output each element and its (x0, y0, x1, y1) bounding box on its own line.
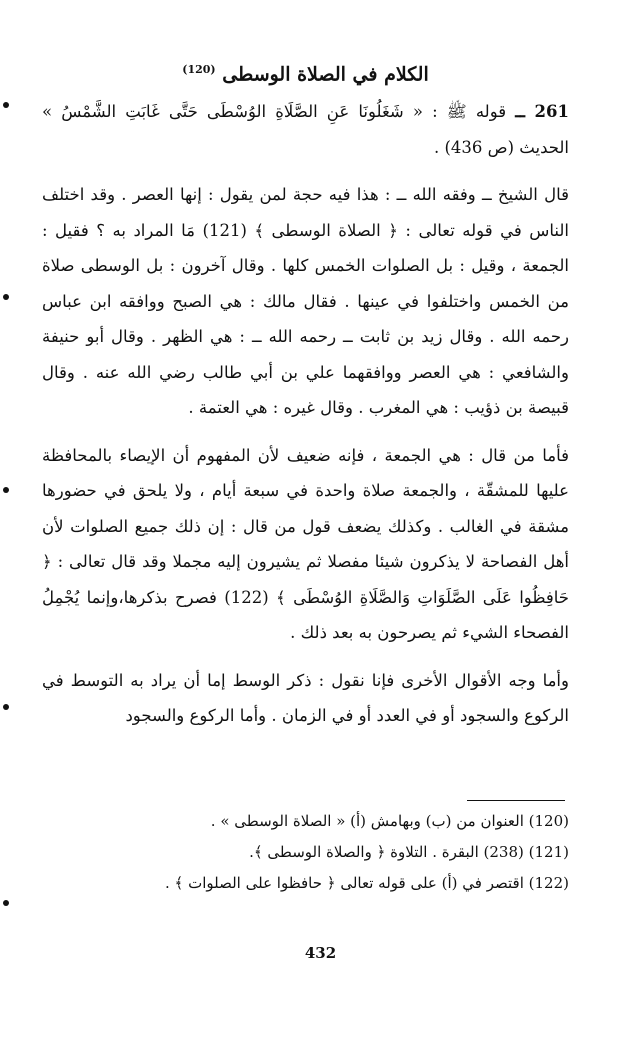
hadith-paragraph (42, 94, 569, 165)
margin-mark (3, 102, 9, 108)
margin-mark (3, 487, 9, 493)
footnote-divider (467, 800, 565, 801)
footnote-122: (122) اقتصر في (أ) على قوله تعالى ﴿ حافظوا على الصلوات ﴾ . (164, 874, 569, 892)
title-footnote-ref: (120) (182, 63, 216, 76)
commentary-paragraph-1: قال الشيخ ــ وفقه الله ــ : هذا فيه حجة لمن يقول : إنها العصر . وقد اختلف الناس في قوله تعالى : ﴿ الصلاة الوسطى ﴾ (121) مَا المراد به ؟ فقيل : الجمعة ، وقيل : بل الصلوات الخمس كلها . وقال آخرون : بل الوسطى صلاة من الخمس واختلفوا في عينها . فقال مالك : هي الصبح ووافقه ابن عباس رحمه الله . وقال زيد بن ثابت ــ رحمه الله ــ : هي الظهر . وقال أبو حنيفة والشافعي : هي العصر ووافقهما علي بن أبي طالب رضي الله عنه . وقال قبيصة بن ذؤيب : هي المغرب . وقال غيره : هي العتمة . (42, 185, 569, 418)
margin-mark (3, 294, 9, 300)
title-text: الكلام في الصلاة الوسطى (222, 63, 429, 86)
hadith-text: قوله ﷺ : « شَغَلُونَا عَنِ الصَّلَاةِ الوُسْطَى حَتَّى غَابَتِ الشَّمْسُ » الحديث (ص 436) . (42, 102, 569, 157)
footnote-121: (121) (238) البقرة . التلاوة ﴿ والصلاة الوسطى ﴾. (249, 843, 569, 861)
page-body (42, 50, 569, 746)
footnotes (42, 806, 569, 899)
margin-mark (3, 704, 9, 710)
commentary-paragraph-3: وأما وجه الأقوال الأخرى فإنا نقول : ذكر الوسط إما أن يراد به التوسط في الركوع والسجود أو في العدد أو في الزمان . وأما الركوع والسجود (42, 670, 569, 726)
margin-mark (3, 900, 9, 906)
commentary-paragraph-2: فأما من قال : هي الجمعة ، فإنه ضعيف لأن المفهوم أن الإيصاء بالمحافظة عليها للمشقّة ، والجمعة صلاة واحدة في سبعة أيام ، ولا يلحق في حضورها مشقة في الغالب . وكذلك يضعف قول من قال : إن ذلك جميع الصلوات لأن أهل الفصاحة لا يذكرون شيئا مفصلا ثم يشيرون إليه مجملا وقد قال تعالى : ﴿ حَافِظُوا عَلَى الصَّلَوَاتِ وَالصَّلَاةِ الوُسْطَى ﴾ (122) فصرح بذكرها،وإنما يُجْمِلُ الفصحاء الشيء ثم يصرحون به بعد ذلك . (42, 445, 569, 643)
footnote-120: (120) العنوان من (ب) وبهامش (أ) « الصلاة الوسطى » . (210, 812, 569, 830)
page-title (42, 50, 569, 94)
page-number: 432 (304, 944, 337, 962)
hadith-number: 261 ــ (515, 102, 569, 122)
